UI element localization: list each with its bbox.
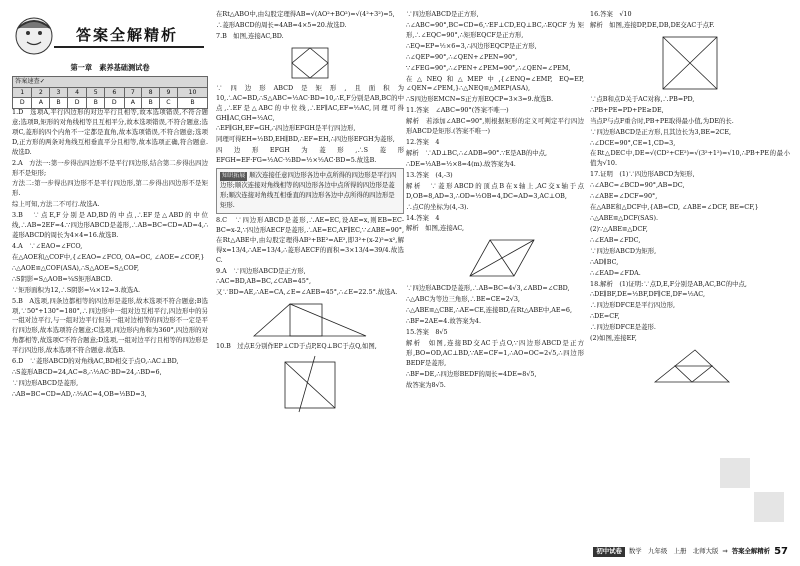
figure-square-triangle (250, 300, 370, 340)
solution-line: 9.A ∵四边形ABCD是正方形, (216, 266, 306, 275)
solution-line: 6.D ∵菱形ABCD的对角线AC,BD相交于点O,∴AC⊥BD, (12, 357, 179, 366)
answer-letter: D (13, 98, 32, 109)
solution-line: ∴∠ABC=∠BCD=90°,AB=DC, (590, 181, 685, 190)
answer-table-caption: 答案速查✓ (13, 77, 208, 88)
footer-badge: 初中试卷 (593, 547, 625, 557)
answer-letter: B (87, 98, 105, 109)
solution-line: ∴EQ=EP=½×6=3,∴四边形EQCP是正方形, (406, 41, 537, 50)
solution-line: 1.D 选项A,平行四边形的对边平行且相等,故本选项错误,不符合题意;选项B,矩形的对角线相等且互相平分,故本选项错误,不符合题意;选项C,菱形的四个内角不一定都是直角,故本选项错误,不符合题意;选项D,正方形的两条对角线互相垂直平分且相等,故本选项正确,符合题意.故选D. (12, 108, 208, 156)
answer-table-answers (13, 98, 208, 109)
answer-number: 8 (142, 87, 160, 98)
answer-number: 10 (177, 87, 207, 98)
column-2 (216, 10, 404, 540)
solution-line: 在△ABE和△DCF中,{AB=CD, ∠ABE=∠DCF, BE=CF,} (590, 203, 759, 212)
solution-line: ∵四边形ABCD是菱形, (12, 378, 79, 387)
solution-line: ∴△AOE≌△COF(ASA),∴S△AOE=S△COF, (12, 263, 140, 272)
solution-line: ∴菱形ABCD的周长=4AB=4×5=20.故选D. (216, 20, 347, 29)
answer-number: 3 (50, 87, 68, 98)
knowledge-text: 顺次连接任意四边形各边中点所得的四边形是平行四边形;顺次连接对角线相等的四边形各边中点所得的四边形是菱形;顺次连接对角线互相垂直的四边形各边中点所得的四边形是矩形. (220, 171, 397, 209)
solution-line: ∴DE=CF, (590, 312, 620, 321)
footer-section: 答案全解精析 (731, 547, 771, 556)
solution-line: 16.答案 √10 (590, 10, 632, 18)
page-number: 57 (774, 546, 788, 558)
solution-line: ∴四边形DFCE是平行四边形, (590, 301, 676, 310)
solution-line: ∵点B和点D关于AC对称,∴PB=PD, (590, 94, 695, 103)
solution-line: ∴BF=2AE=4.故答案为4. (406, 317, 482, 326)
figure-square-lines (255, 354, 365, 414)
solution-line: ∴DE∥BF,DE=½BF,DF∥CE,DF=½AC, (590, 290, 705, 299)
footer-subject: 数学 九年级 上册 北师大版 (628, 547, 719, 556)
solution-line: ∴∠QEP=90°,∴∠QEN+∠PEN=90°, (406, 52, 518, 61)
solution-line: 同理可得EH=½BD,EH∥BD,∴EF=EH,∴四边形EFGH为菱形, (216, 135, 395, 144)
solution-line: 在Rt△ABO中,由勾股定理得AB=√(AO²+BO²)=√(4²+3²)=5, (216, 10, 395, 18)
solution-line: ∴四边形DFCE是菱形. (590, 323, 656, 332)
answer-number: 2 (32, 87, 50, 98)
answer-number: 5 (87, 87, 105, 98)
solution-line: ∵四边形ABCD是正方形,且其边长为3,BE=2CE, (590, 127, 732, 136)
solution-line: 方法二:第一步得出四边形不是平行四边形,第二步得出四边形不是矩形. (12, 179, 208, 198)
solution-line: 12.答案 4 (406, 138, 440, 147)
column-1 (12, 108, 208, 548)
solution-line: 故答案为8√5. (406, 380, 446, 389)
figure-square-diagonals (645, 33, 735, 93)
solution-line: (2)如图,连接EF, (590, 334, 637, 343)
solution-line: ∴AD∥BC, (590, 257, 619, 266)
solution-line: ∴AB=BC=CD=AD,∴½AC=4,OB=½BD=3, (12, 389, 147, 398)
answer-number: 7 (124, 87, 142, 98)
solution-line: 四边形EFGH为菱形,∴S菱形EFGH=EF·FG=½AC·½BD=½×½AC·BD=5.故选B. (216, 146, 404, 165)
solution-line: ∴∠ABC=90°,BC=CD=6,∵EF⊥CD,EQ⊥BC,∴EQCF为矩形,∴∠EQC=90°,∴矩形EQCF是正方形, (406, 20, 584, 39)
decorative-shapes (710, 448, 790, 538)
solution-line: 在Rt△DEC中,DE=√(CD²+CE²)=√(3²+1²)=√10,∴PB+PE的最小值为√10. (590, 149, 790, 168)
solution-line: ∴∠EAB=∠FDC, (590, 235, 641, 244)
solution-line: ∴PB+PE=PD+PE≥DE, (590, 105, 664, 114)
solution-line: 5.B A选项,四条边都相等的四边形是菱形,故本选项不符合题意;B选项,∵50°+130°=180°,∴四边形中一组对边互相平行,四边形中的另一组对边平行,与一组对边平行但另一组对边相等的四边形不一定是平行四边形,故本选项符合题意;C选项,四边形内角和为360°,四边形的对角都相等,故选项C不符合题意;D选项,一组对边平行且相等的四边形是平行四边形,故本选项不符合题意.故选B. (12, 296, 208, 355)
solution-line: 14.答案 4 (406, 213, 440, 222)
page-footer (593, 546, 788, 558)
solution-line: 3.B ∵点E,F分别是AD,BD的中点,∴EF是△ABD的中位线,∴AB=2EF=4.∵四边形ABCD是菱形,∴AB=BC=CD=AD=4,∴菱形ABCD的周长为4×4=16.故选B. (12, 211, 208, 240)
solution-line: 在△NEQ和△MEP中,{∠ENQ=∠EMP, EQ=EP, ∠QEN=∠PEM,}∴△NEQ≌△MEP(ASA), (406, 74, 584, 93)
solution-line: ∴BF=DE,∴四边形BEDF的周长=4DE=8√5, (406, 369, 537, 378)
solution-line: 10.B 过点E分别作EP⊥CD于点P,EQ⊥BC于点Q,如图, (216, 342, 377, 351)
solution-line: 2.A 方法一:第一步得出四边形不是平行四边形,结合第二步得出四边形不是矩形; (12, 158, 208, 177)
solution-line: 解析 如图,连接BD交AC于点O,∵四边形ABCD是正方形,BO=OD,AC⊥BD,∵AE=CF=1,∴AO=OC=2√5,∴四边形BEDF是菱形, (406, 338, 584, 367)
solution-line: ∵∠FEG=90°,∴∠PEN+∠PEM=90°,∴∠QEN=∠PEM, (406, 63, 571, 72)
answer-letter: A (124, 98, 142, 109)
solution-line: ∴∠DCE=90°,CE=1,CD=3, (590, 138, 676, 147)
solution-line: ∴S四边形EMCN=S正方形EQCP=3×3=9.故选B. (406, 95, 554, 104)
answer-letter: B (50, 98, 68, 109)
chapter-title: 第一章 素养基础测试卷 (70, 63, 150, 72)
answer-number: 6 (105, 87, 124, 98)
page-header (12, 14, 208, 56)
solution-line: 解析 ∵菱形ABCD的顶点B在x轴上,AC交x轴于点D,OB=8,AD=3,∴OD=½OB=4,DC=AD=3,AC⊥OB, (406, 181, 584, 200)
column-3 (406, 10, 584, 540)
arrow-icon: ⇒ (722, 547, 728, 556)
solution-line: ∵矩形面积为12,∴S阴影=¼×12=3.故选A. (12, 285, 140, 294)
solution-line: 解析 ∵AD⊥BC,∴∠ADB=90°.∵E是AB的中点, (406, 148, 548, 157)
solution-line: 解析 如图,连接DP,DE,DB,DE交AC于点F. (590, 20, 715, 29)
answer-table-numbers (13, 87, 208, 98)
solution-line: 又∵BD=AE,∴AE=CA,∠E=∠AEB=45°,∴∠E=22.5°.故选A. (216, 288, 398, 297)
answer-letter: B (142, 98, 160, 109)
solution-line: 15.答案 8√5 (406, 328, 448, 337)
solution-line: ∴EF∥GH,EF=GH,∴四边形EFGH是平行四边形, (216, 124, 356, 133)
solution-line: ∴DE=½AB=½×8=4(m).故答案为4. (406, 159, 516, 168)
answer-number: 9 (159, 87, 177, 98)
solution-line: ∵四边形ABCD是正方形, (406, 10, 479, 18)
solution-line: ∴S菱形ABCD=24,AC=8,∴½AC·BD=24,∴BD=6, (12, 368, 162, 377)
page-title: 答案全解精析 (54, 20, 204, 48)
solution-line: 17.证明 (1)∵四边形ABCD为矩形, (590, 170, 695, 179)
answer-letter: D (105, 98, 124, 109)
answer-letter: C (159, 98, 177, 109)
solution-line: ∵四边形ABCD为矩形, (590, 246, 657, 255)
answer-letter: B (177, 98, 207, 109)
solution-line: ∴∠EAD=∠FDA. (590, 268, 641, 277)
solution-line: 当点P与点F重合时,PB+PE取得最小值,为DE的长. (590, 116, 734, 125)
solution-line: 解析 若添加∠ABC=90°,则根据矩形的定义可判定平行四边形ABCD是矩形.(答案不唯一) (406, 117, 584, 136)
answer-letter: D (67, 98, 86, 109)
solution-line: ∴S阴影=S△AOB=¼S矩形ABCD. (12, 274, 113, 283)
solution-line: ∴△ABC为等边三角形,∴BE=CE=2√3, (406, 295, 520, 304)
solution-line: (2)∵△ABE≌△DCF, (590, 224, 648, 233)
solution-line: 解析 如图,连接AC, (406, 224, 465, 233)
solution-line: 8.C ∵四边形ABCD是菱形,∴AE=EC,设AE=x,则EB=EC-BC=x-2,∵四边形AECF是菱形,∴AE=EC,AF∥EC,∵∠ABE=90°,在Rt△ABE中,由勾股定理得AB²+BE²=AE²,即3²+(x-2)²=x²,解得x=13/4,∴AE=13/4,∴菱形AECF的面积=3×13/4=39/4.故选C. (216, 215, 404, 264)
figure-triangle-midpoints (645, 346, 735, 386)
knowledge-tag: 知识拓展 (222, 173, 246, 180)
solution-line: 4.A ∵∠EAO=∠FCO, (12, 241, 83, 250)
solution-line: ∵四边形ABCD是矩形,且面积为10,∴AC=BD,∴S△ABC=½AC·BD=10,∴E,F分别是AB,BC的中点,∴EF是△ABC的中位线,∴EF∥AC,EF=½AC,同理可得GH∥AC,GH=½AC, (216, 83, 404, 122)
solution-line: ∴△ABE≌△CBE,∴AE=CE,连接BD,在Rt△ABE中,AE=6, (406, 306, 573, 315)
mascot-illustration (12, 14, 56, 58)
figure-quadrilateral (280, 44, 340, 82)
solution-line: ∴点C的坐标为(4,-3). (406, 202, 469, 211)
answer-number: 1 (13, 87, 32, 98)
knowledge-box (216, 168, 404, 214)
answer-number: 4 (67, 87, 86, 98)
figure-rhombus-diagonal (450, 236, 540, 282)
solution-line: 13.答案 (4,-3) (406, 170, 453, 179)
answer-table (12, 76, 208, 109)
solution-line: ∵四边形ABCD是菱形,∴AB=BC=4√3,∠ABD=∠CBD, (406, 284, 570, 293)
solution-line: 在△AOE和△COF中,{∠EAO=∠FCO, OA=OC, ∠AOE=∠COF,} (12, 252, 205, 261)
solution-line: ∴∠ABE=∠DCF=90°, (590, 192, 658, 201)
solution-line: 11.答案 ∠ABC=90°(答案不唯一) (406, 106, 509, 115)
answer-letter: A (32, 98, 50, 109)
solution-line: 综上可知,方法二不可行.故选A. (12, 200, 100, 209)
solution-line: ∴AC=BD,AB=BC,∠CAB=45°, (216, 277, 311, 286)
solution-line: 7.B 如图,连接AC,BD. (216, 31, 284, 40)
solution-line: 18.解析 (1)证明:∵点D,E,F分别是AB,AC,BC的中点, (590, 279, 747, 288)
solution-line: ∴△ABE≌△DCF(SAS). (590, 213, 659, 222)
